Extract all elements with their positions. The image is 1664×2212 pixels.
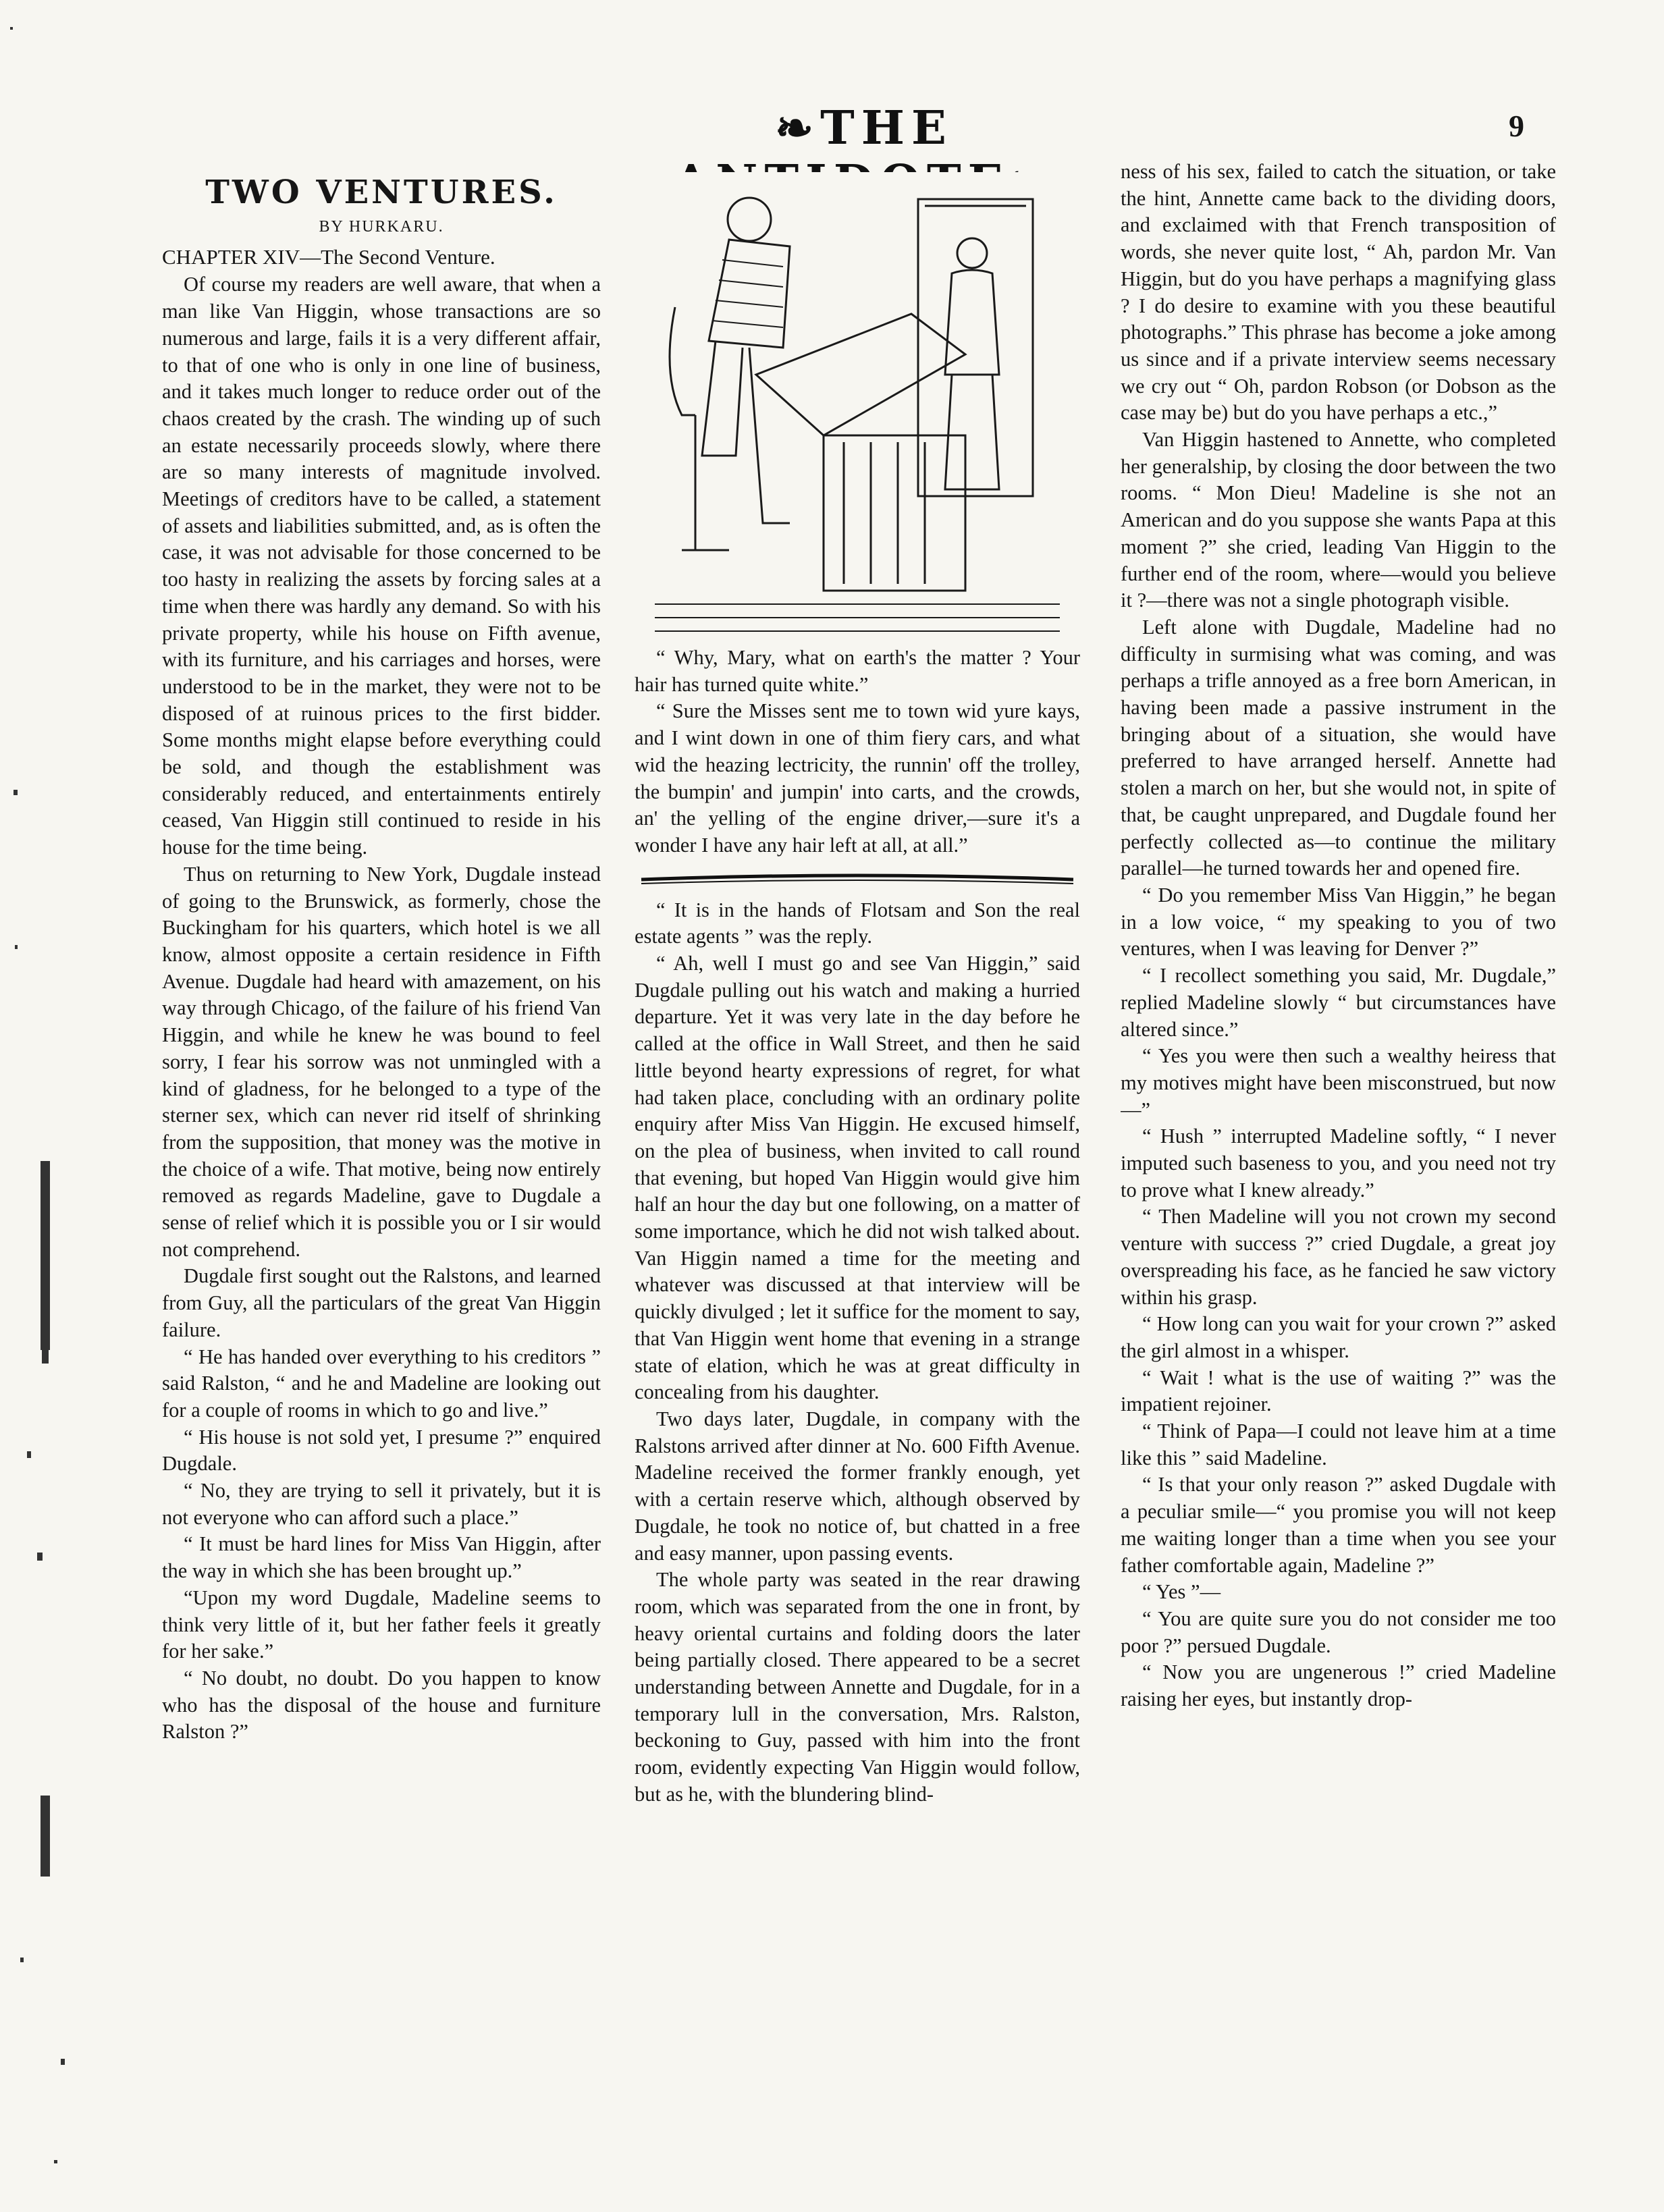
paragraph: Dugdale first sought out the Ralstons, and learned from Guy, all the particulars of the great Van Higgin failure.	[162, 1264, 601, 1341]
paragraph: The whole party was seated in the rear drawing room, which was separated from the one in front, by heavy oriental curtains and folding doors the later being partially closed. There appeared to be a secret understanding between Annette and Dugdale, for in a temporary lull in the conversation, Mrs. Ralston, beckoning to Guy, passed with him into the front room, evidently expecting Van Higgin would follow, but as he, with the blundering blind-	[635, 1568, 1080, 1806]
caption-line: “ Why, Mary, what on earth's the matter ? Your hair has turned quite white.”	[635, 646, 1080, 696]
paragraph: “ Do you remember Miss Van Higgin,” he began in a low voice, “ my speaking to you of two ventures, when I was leaving for Denver ?”	[1121, 883, 1556, 961]
column-3	[1121, 159, 1556, 2177]
paragraph: “ It is in the hands of Flotsam and Son the real estate agents ” was the reply.	[635, 898, 1080, 948]
paragraph: “ I recollect something you said, Mr. Dugdale,” replied Madeline slowly “ but circumstances have altered since.”	[1121, 964, 1556, 1041]
caption-line: “ Sure the Misses sent me to town wid yure kays, and I wint down in one of thim fiery cars, and what wid the heazing lectricity, the runnin' off the trolley, the bumpin' and jumpin' into carts, and the crowds, an' the yelling of the engine driver,—sure it's a wonder I have any hair left at all, at all.”	[635, 699, 1080, 857]
page-number: 9	[1509, 109, 1524, 143]
story-title: TWO VENTURES.	[205, 173, 558, 211]
scan-margin-specks	[0, 0, 95, 2209]
paragraph: Thus on returning to New York, Dugdale instead of going to the Brunswick, as formerly, chose the Buckingham for his quarters, which hotel is we all know, almost opposite a certain residence in Fifth Avenue. Dugdale had heard with amazement, on his way through Chicago, of the failure of his friend Van Higgin, and while he knew he was bound to feel sorry, I fear his sorrow was not unmingled with a kind of gladness, for he belonged to a type of the sterner sex, which can never rid itself of shrinking from the supposition, that money was the motive in the choice of a wife. That motive, being now entirely removed as regards Madeline, gave to Dugdale a sense of relief which it is possible you or I sir would not comprehend.	[162, 862, 601, 1261]
column-2	[635, 172, 1080, 2190]
paragraph: “ No doubt, no doubt. Do you happen to know who has the disposal of the house and furniture Ralston ?”	[162, 1666, 601, 1744]
paragraph: “ Yes you were then such a wealthy heiress that my motives might have been misconstrued, but now—”	[1121, 1044, 1556, 1121]
paragraph: “ Now you are ungenerous !” cried Madeline raising her eyes, but instantly drop-	[1121, 1661, 1556, 1711]
paragraph: “ Then Madeline will you not crown my second venture with success ?” cried Dugdale, a great joy overspreading his face, as he fancied he saw victory within his grasp.	[1121, 1205, 1556, 1309]
paragraph: “ Yes ”—	[1142, 1580, 1221, 1604]
illustration-caption	[635, 645, 1080, 859]
margin-noise-graphic	[0, 0, 95, 2209]
cartoon-illustration	[655, 172, 1060, 645]
paragraph: “ His house is not sold yet, I presume ?” enquired Dugdale.	[162, 1425, 601, 1476]
story-byline: BY HURKARU.	[319, 218, 444, 236]
paragraph: Van Higgin hastened to Annette, who completed her generalship, by closing the door between the two rooms. “ Mon Dieu! Madeline is she not an American and do you suppose she wants Papa at this moment ?” she cried, leading Van Higgin to the further end of the room, where—would you believe it ?—there was not a single photograph visible.	[1121, 428, 1556, 612]
paragraph: “ Hush ” interrupted Madeline softly, “ I never imputed such baseness to you, and you need not try to prove what I knew already.”	[1121, 1125, 1556, 1202]
section-divider	[635, 871, 1080, 888]
paragraph: “ Think of Papa—I could not leave him at a time like this ” said Madeline.	[1121, 1420, 1556, 1469]
newspaper-title: ❧THE	[775, 101, 953, 155]
paragraph: “ You are quite sure you do not consider me too poor ?” persued Dugdale.	[1121, 1607, 1556, 1657]
paragraph: Of course my readers are well aware, that when a man like Van Higgin, whose transactions are so numerous and large, fails it is a very different affair, to that of one who is only in one line of business, and it takes much longer to reduce order out of the chaos created by the crash. The winding up of such an estate necessarily proceeds slowly, where there are so many interests of magnitude involved. Meetings of creditors have to be called, a statement of assets and liabilities submitted, and, as is often the case, it was not advisable for those concerned to be too hasty in realizing the assets by forcing sales at a time when there was hardly any demand. So with his private property, while his house on Fifth avenue, with its furniture, and his carriages and horses, were understood to be in the market, they were not to be disposed of at ruinous prices to the first bidder. Some months might elapse before everything could be sold, and though the establishment was considerably reduced, and entertainments entirely ceased, Van Higgin still continued to reside in his house for the time being.	[162, 273, 601, 859]
paragraph: “ No, they are trying to sell it privately, but it is not everyone who can afford such a place.”	[162, 1479, 601, 1529]
masthead	[0, 101, 1664, 162]
paragraph: “ Wait ! what is the use of waiting ?” was the impatient rejoiner.	[1121, 1366, 1556, 1416]
paragraph: Left alone with Dugdale, Madeline had no difficulty in surmising what was coming, and was perhaps a trifle annoyed as a free born American, in having been made a passive instrument in the bringing about of a situation, she would have preferred to have arranged herself. Annette had stolen a march on her, but she would not, in spite of that, be caught unprepared, and Dugdale found her perfectly collected as—to continue the military parallel—he turned towards her and opened fire.	[1121, 615, 1556, 880]
paragraph: ness of his sex, failed to catch the situation, or take the hint, Annette came back to the dividing doors, and exclaimed with that French transposition of words, she never quite lost, “ Ah, pardon Mr. Van Higgin, but do you have perhaps a magnifying glass ? I do desire to examine with you these beautiful photographs.” This phrase has become a joke among us since and if a private interview seems necessary we cry out “ Oh, pardon Robson (or Dobson as the case may be) but do you have perhaps a etc.,”	[1121, 160, 1556, 425]
paragraph: “ It must be hard lines for Miss Van Higgin, after the way in which she has been brought up.”	[162, 1532, 601, 1583]
paragraph: “ Ah, well I must go and see Van Higgin,” said Dugdale pulling out his watch and making a hurried departure. Yet it was very late in the day before he called at the office in Wall Street, and then he said little beyond hearty expressions of regret, for what had taken place, concluding with an ordinary polite enquiry after Miss Van Higgin. He excused himself, on the plea of business, when invited to call round that evening, but hoped Van Higgin would give him half an hour the day but one following, on a matter of some importance, which he did not wish talked about. Van Higgin named a time for the meeting and whatever was discussed at that interview will be quickly divulged ; let it suffice for the moment to say, that Van Higgin went home that evening in a strange state of elation, which he was at great difficulty in concealing from his daughter.	[635, 952, 1080, 1404]
paragraph: “ Is that your only reason ?” asked Dugdale with a peculiar smile—“ you promise you will not keep me waiting longer than a time when you see your father comfortable again, Madeline ?”	[1121, 1473, 1556, 1577]
paragraph: “ He has handed over everything to his creditors ” said Ralston, “ and he and Madeline are looking out for a couple of rooms in which to go and live.”	[162, 1345, 601, 1422]
paragraph: “Upon my word Dugdale, Madeline seems to think very little of it, but her father feels it greatly for her sake.”	[162, 1586, 601, 1663]
column-1	[162, 172, 601, 2190]
chapter-heading: CHAPTER XIV—The Second Venture.	[162, 244, 495, 269]
paragraph: “ How long can you wait for your crown ?” asked the girl almost in a whisper.	[1121, 1312, 1556, 1362]
paragraph: Two days later, Dugdale, in company with the Ralstons arrived after dinner at No. 600 Fifth Avenue. Madeline received the former frankly enough, yet with a certain reserve which, although observed by Dugdale, he took no notice of, but chatted in a free and easy manner, upon passing events.	[635, 1407, 1080, 1565]
